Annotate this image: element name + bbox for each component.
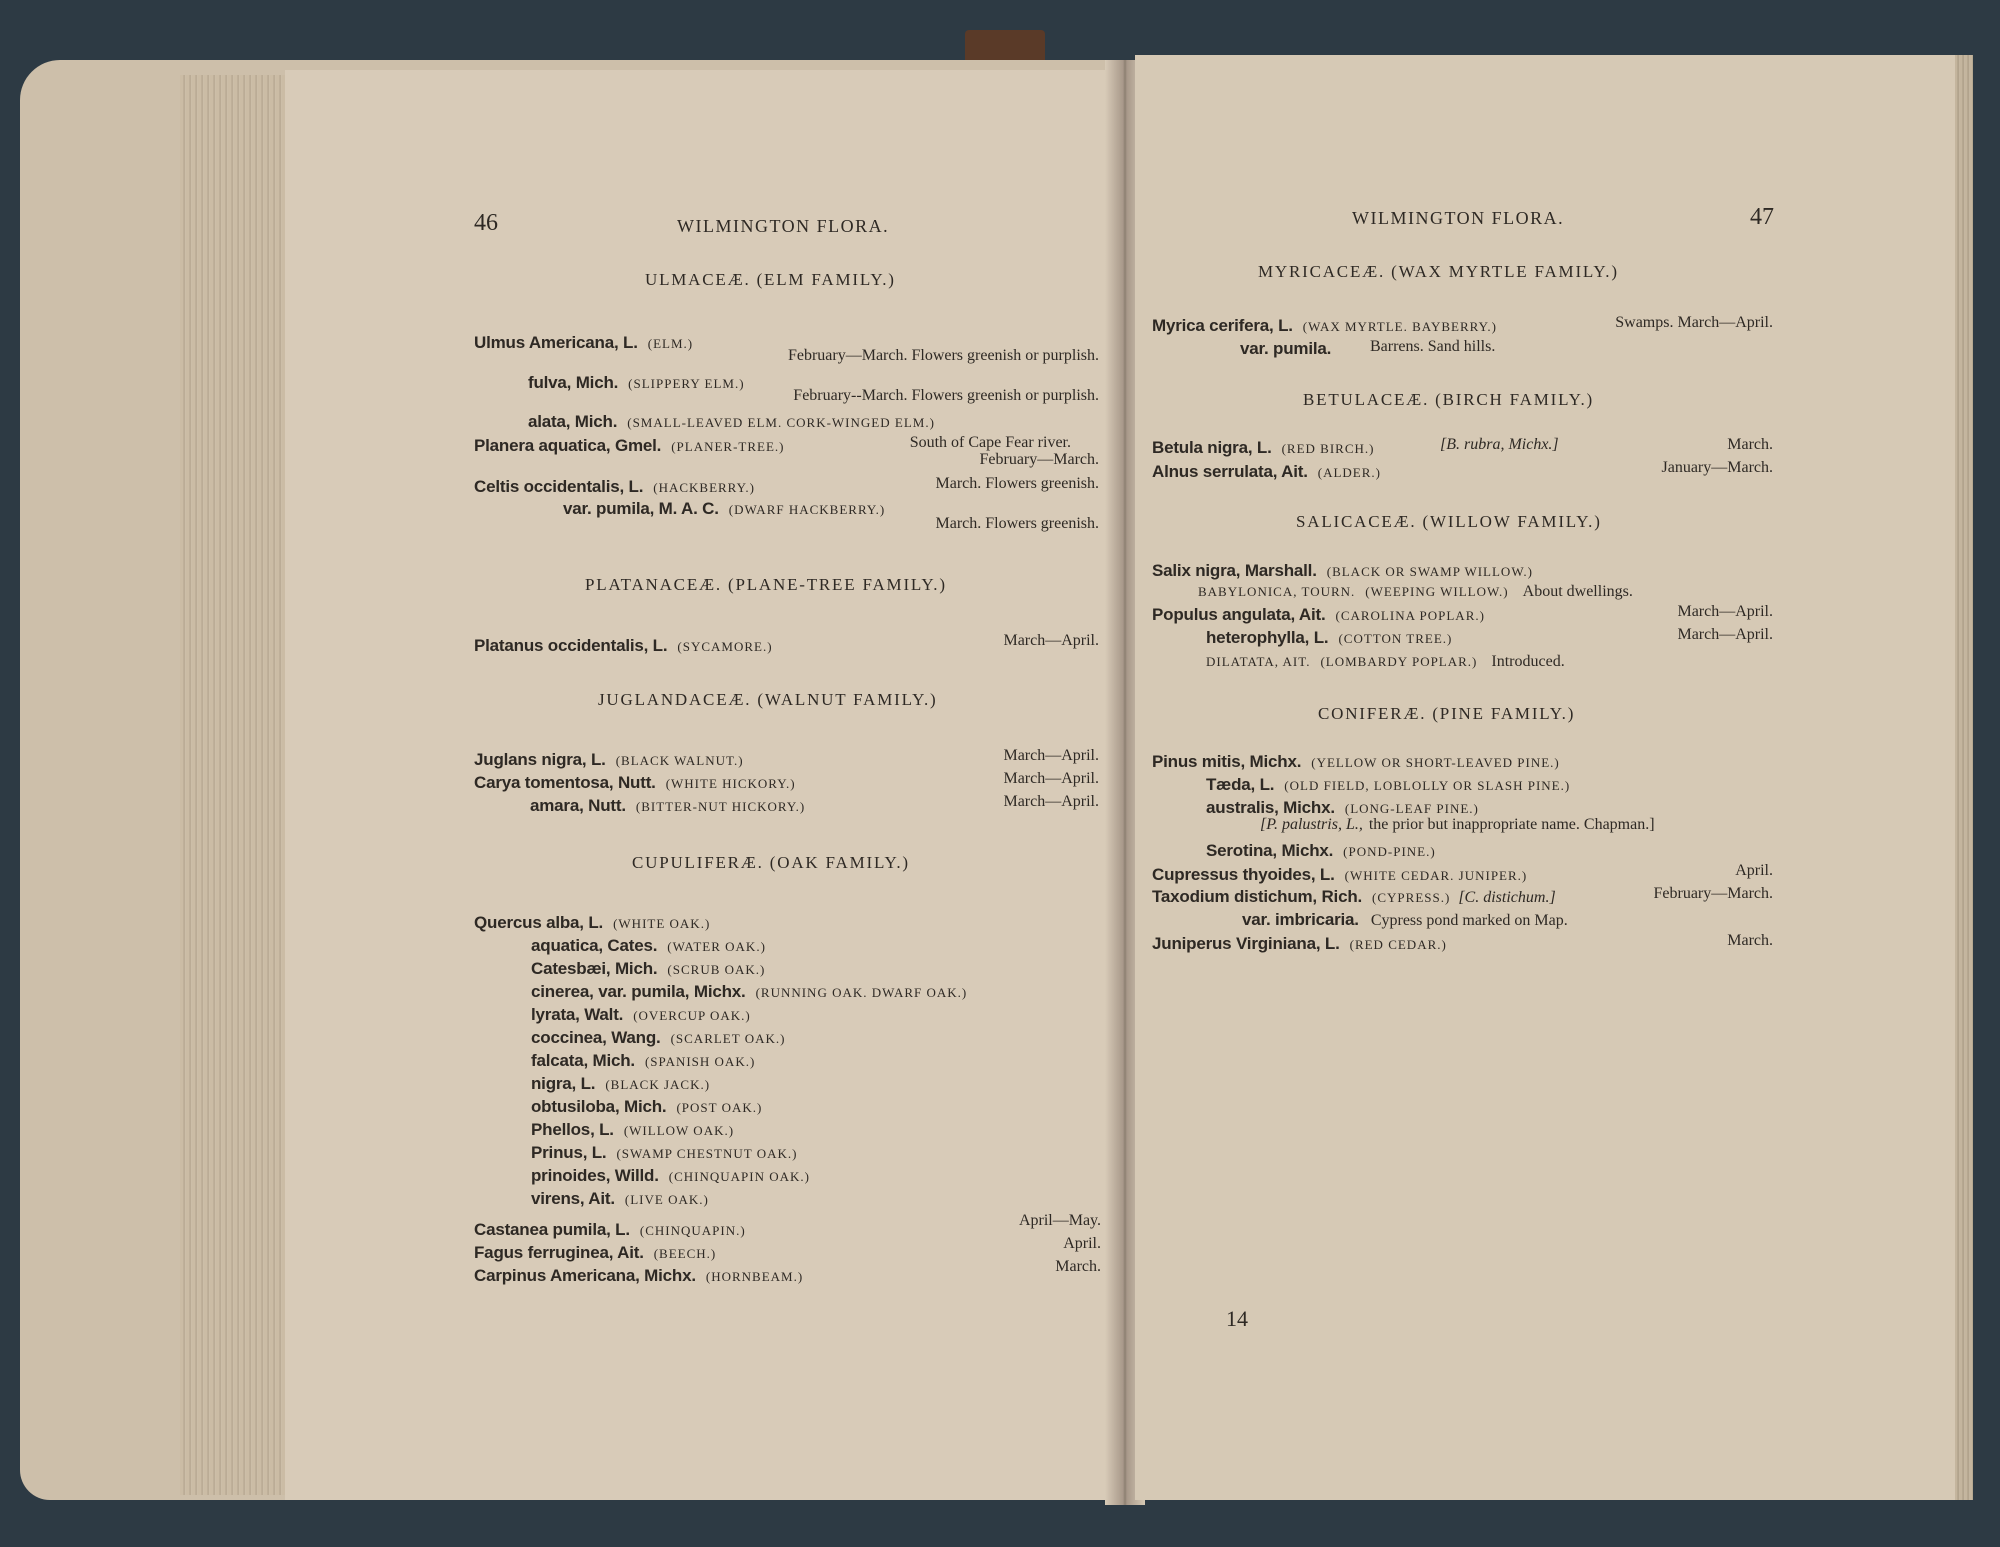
species-entry (1206, 775, 1570, 795)
species-entry (474, 1243, 716, 1263)
common-name: (RED CEDAR.) (1349, 937, 1447, 952)
common-name: (LONG-LEAF PINE.) (1344, 801, 1479, 816)
common-name: (WHITE HICKORY.) (665, 776, 796, 791)
species-name: Myrica cerifera, L. (1152, 316, 1293, 335)
common-name: (LIVE OAK.) (624, 1192, 709, 1207)
common-name: (SLIPPERY ELM.) (628, 376, 745, 391)
entry-note: January—March. (1661, 459, 1773, 476)
species-entry (1152, 561, 1533, 581)
species-entry (1152, 752, 1560, 772)
species-name: lyrata, Walt. (531, 1005, 624, 1024)
common-name: (RED BIRCH.) (1281, 441, 1375, 456)
species-entry (474, 773, 796, 793)
species-entry (528, 373, 745, 393)
species-name: virens, Ait. (531, 1189, 615, 1208)
common-name: (DWARF HACKBERRY.) (728, 502, 886, 517)
species-name: Platanus occidentalis, L. (474, 636, 668, 655)
common-name: (PLANER-TREE.) (671, 439, 785, 454)
common-name: (LOMBARDY POPLAR.) (1320, 654, 1478, 669)
species-entry (531, 1143, 797, 1163)
species-name: cinerea, var. pumila, Michx. (531, 982, 746, 1001)
common-name: (HACKBERRY.) (653, 480, 755, 495)
species-entry (531, 1074, 710, 1094)
species-name: Planera aquatica, Gmel. (474, 436, 662, 455)
species-entry (474, 477, 755, 497)
species-entry (1206, 653, 1565, 671)
common-name: (WEEPING WILLOW.) (1365, 584, 1509, 599)
entry-note: April—May. (1018, 1212, 1101, 1229)
species-name: var. pumila. (1240, 339, 1332, 358)
species-name: Catesbæi, Mich. (531, 959, 658, 978)
species-name: alata, Mich. (528, 412, 618, 431)
entry-note: March—April. (1677, 626, 1773, 643)
entry-note: Cypress pond marked on Map. (1370, 912, 1568, 929)
species-name: Castanea pumila, L. (474, 1220, 630, 1239)
common-name: (CAROLINA POPLAR.) (1335, 608, 1485, 623)
common-name: (POND-PINE.) (1343, 844, 1436, 859)
species-name: falcata, Mich. (531, 1051, 635, 1070)
synonym-note: [B. rubra, Michx.] (1440, 436, 1559, 453)
species-name: amara, Nutt. (530, 796, 626, 815)
entry-note: March—April. (1003, 747, 1099, 764)
species-entry (1206, 628, 1452, 648)
species-name: nigra, L. (531, 1074, 596, 1093)
entry-note: March. (1055, 1258, 1101, 1275)
species-name: Alnus serrulata, Ait. (1152, 462, 1308, 481)
page-edges (180, 75, 290, 1495)
species-entry (531, 1005, 751, 1025)
species-entry (474, 636, 773, 656)
common-name: (BEECH.) (653, 1246, 717, 1261)
species-entry (1242, 910, 1568, 930)
page-number-left: 46 (474, 210, 498, 236)
common-name: (CHINQUAPIN OAK.) (668, 1169, 810, 1184)
species-name: Carpinus Americana, Michx. (474, 1266, 696, 1285)
common-name: (BITTER-NUT HICKORY.) (635, 799, 806, 814)
common-name: (SCRUB OAK.) (667, 962, 766, 977)
synonym-note: [C. distichum.] (1458, 889, 1556, 906)
entry-note: March. Flowers greenish. (935, 515, 1099, 532)
species-entry (531, 1051, 755, 1071)
entry-note: February—March. Flowers greenish or purplish. (787, 347, 1099, 364)
species-entry (474, 1266, 803, 1286)
common-name: (WHITE CEDAR. JUNIPER.) (1344, 868, 1528, 883)
species-name: Celtis occidentalis, L. (474, 477, 644, 496)
common-name: (OVERCUP OAK.) (633, 1008, 751, 1023)
common-name: (WHITE OAK.) (613, 916, 711, 931)
species-entry (1152, 865, 1527, 885)
species-name: Juniperus Virginiana, L. (1152, 934, 1340, 953)
species-name: var. imbricaria. (1242, 910, 1359, 929)
page-number-right: 47 (1750, 204, 1774, 230)
species-name: coccinea, Wang. (531, 1028, 661, 1047)
entry-note: March—April. (1003, 770, 1099, 787)
species-entry (1152, 438, 1374, 458)
common-name: (HORNBEAM.) (705, 1269, 804, 1284)
species-entry (531, 936, 766, 956)
common-name: (SPANISH OAK.) (644, 1054, 756, 1069)
species-name: Taxodium distichum, Rich. (1152, 887, 1363, 906)
species-entry (1206, 841, 1436, 861)
common-name: (SMALL-LEAVED ELM. CORK-WINGED ELM.) (627, 415, 935, 430)
entry-note: March—April. (1677, 603, 1773, 620)
species-entry (474, 913, 710, 933)
family-title: PLATANACEÆ. (PLANE-TREE FAMILY.) (585, 575, 947, 594)
entry-note: Introduced. (1491, 653, 1565, 670)
entry-note: South of Cape Fear river. (909, 434, 1071, 451)
common-name: (CHINQUAPIN.) (639, 1223, 746, 1238)
species-name: BABYLONICA, TOURN. (1198, 584, 1356, 599)
common-name: (BLACK JACK.) (605, 1077, 711, 1092)
right-page-edge (1955, 55, 1973, 1500)
species-name: Tæda, L. (1206, 775, 1275, 794)
common-name: (WATER OAK.) (667, 939, 766, 954)
species-name: aquatica, Cates. (531, 936, 658, 955)
species-name: Carya tomentosa, Nutt. (474, 773, 656, 792)
family-title: ULMACEÆ. (ELM FAMILY.) (645, 270, 896, 289)
species-name: Fagus ferruginea, Ait. (474, 1243, 644, 1262)
species-name: DILATATA, AIT. (1206, 654, 1311, 669)
entry-note: April. (1063, 1235, 1101, 1252)
species-entry (531, 1189, 709, 1209)
entry-note: April. (1735, 862, 1773, 879)
common-name: (ELM.) (647, 336, 694, 351)
species-name: australis, Michx. (1206, 798, 1335, 817)
common-name: (ALDER.) (1317, 465, 1382, 480)
entry-note: March. Flowers greenish. (935, 475, 1099, 492)
entry-note: March—April. (1003, 632, 1099, 649)
species-entry (1198, 583, 1633, 601)
family-title: CONIFERÆ. (PINE FAMILY.) (1318, 704, 1576, 723)
species-entry (531, 1166, 810, 1186)
synonym-note: [P. palustris, L., (1260, 816, 1363, 833)
common-name: (BLACK OR SWAMP WILLOW.) (1326, 564, 1533, 579)
common-name: (SCARLET OAK.) (670, 1031, 786, 1046)
species-entry (474, 1220, 746, 1240)
species-name: var. pumila, M. A. C. (563, 499, 719, 518)
species-name: Ulmus Americana, L. (474, 333, 638, 352)
signature-mark: 14 (1226, 1306, 1248, 1331)
common-name: (OLD FIELD, LOBLOLLY OR SLASH PINE.) (1284, 778, 1571, 793)
common-name: (POST OAK.) (676, 1100, 763, 1115)
entry-note: March—April. (1003, 793, 1099, 810)
species-entry (1152, 316, 1497, 336)
entry-note: February—March. (979, 451, 1099, 468)
species-entry (1206, 798, 1479, 818)
species-entry (531, 1097, 762, 1117)
family-title: BETULACEÆ. (BIRCH FAMILY.) (1303, 390, 1594, 409)
species-entry (1240, 339, 1331, 359)
entry-note: Swamps. March—April. (1615, 314, 1773, 331)
species-entry (1152, 605, 1485, 625)
species-name: Cupressus thyoides, L. (1152, 865, 1335, 884)
common-name: (COTTON TREE.) (1338, 631, 1453, 646)
species-entry (531, 1120, 734, 1140)
entry-note: Barrens. Sand hills. (1370, 338, 1496, 355)
common-name: (SYCAMORE.) (677, 639, 773, 654)
species-name: Phellos, L. (531, 1120, 614, 1139)
species-entry (528, 412, 935, 432)
species-name: Juglans nigra, L. (474, 750, 606, 769)
entry-note: the prior but inappropriate name. Chapman.] (1368, 816, 1655, 833)
species-entry (1152, 934, 1447, 954)
species-entry (531, 959, 765, 979)
common-name: (WILLOW OAK.) (623, 1123, 735, 1138)
species-name: Populus angulata, Ait. (1152, 605, 1326, 624)
common-name: (SWAMP CHESTNUT OAK.) (616, 1146, 798, 1161)
common-name: (RUNNING OAK. DWARF OAK.) (755, 985, 968, 1000)
species-entry (1152, 462, 1381, 482)
species-name: fulva, Mich. (528, 373, 619, 392)
species-entry (474, 750, 744, 770)
running-head-left: WILMINGTON FLORA. (677, 216, 890, 236)
species-name: heterophylla, L. (1206, 628, 1329, 647)
species-entry (563, 499, 885, 519)
species-name: Salix nigra, Marshall. (1152, 561, 1317, 580)
entry-note: March. (1727, 436, 1773, 453)
species-name: Quercus alba, L. (474, 913, 604, 932)
species-name: Betula nigra, L. (1152, 438, 1272, 457)
species-entry (531, 1028, 785, 1048)
entry-note: About dwellings. (1522, 583, 1633, 600)
running-head-right: WILMINGTON FLORA. (1352, 208, 1565, 228)
species-name: prinoides, Willd. (531, 1166, 659, 1185)
species-name: Pinus mitis, Michx. (1152, 752, 1302, 771)
common-name: (BLACK WALNUT.) (615, 753, 744, 768)
entry-note: March. (1727, 932, 1773, 949)
family-title: SALICACEÆ. (WILLOW FAMILY.) (1296, 512, 1602, 531)
entry-note: February--March. Flowers greenish or purplish. (793, 387, 1099, 404)
family-title: MYRICACEÆ. (WAX MYRTLE FAMILY.) (1258, 262, 1619, 281)
species-name: obtusiloba, Mich. (531, 1097, 667, 1116)
family-title: CUPULIFERÆ. (OAK FAMILY.) (632, 853, 910, 872)
common-name: (CYPRESS.) (1372, 890, 1451, 905)
species-entry (474, 436, 785, 456)
species-entry (1260, 816, 1655, 834)
common-name: (WAX MYRTLE. BAYBERRY.) (1302, 319, 1497, 334)
entry-note: February—March. (1653, 885, 1773, 902)
common-name: (YELLOW OR SHORT-LEAVED PINE.) (1311, 755, 1560, 770)
species-entry (530, 796, 805, 816)
species-name: Serotina, Michx. (1206, 841, 1334, 860)
species-entry (474, 333, 693, 353)
family-title: JUGLANDACEÆ. (WALNUT FAMILY.) (598, 690, 938, 709)
species-entry (531, 982, 967, 1002)
species-name: Prinus, L. (531, 1143, 607, 1162)
species-entry (1152, 887, 1556, 907)
